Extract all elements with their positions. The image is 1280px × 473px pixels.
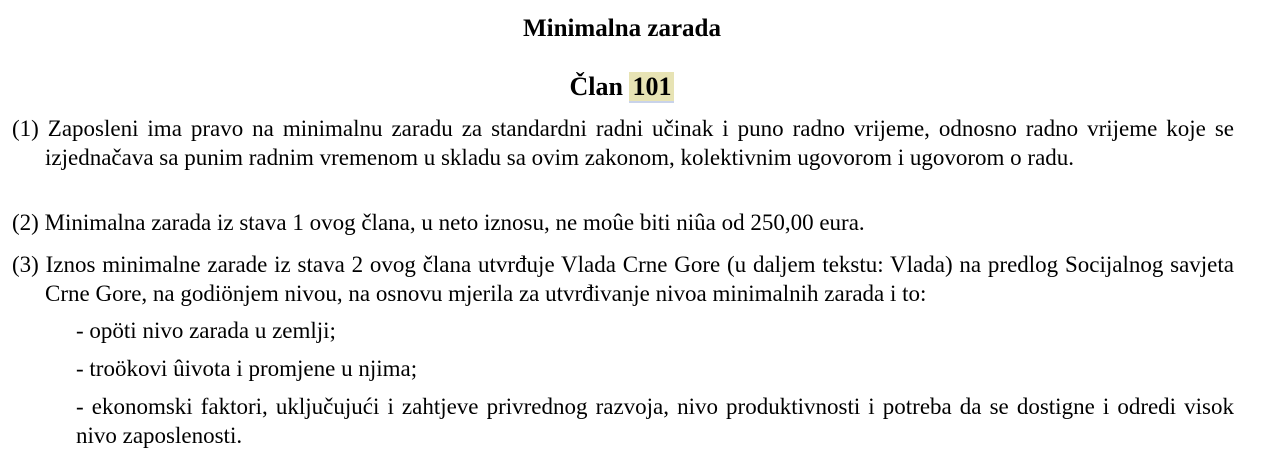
article-number-highlight: 101 — [629, 72, 674, 103]
paragraph-1: (1) Zaposleni ima pravo na minimalnu zaradu za standardni radni učinak i puno radno vrijeme, odnosno radno vrijeme koje se izjednačava sa punim radnim vremenom u skladu sa ovim zakonom, kolektivnim ugovorom i ugovorom o radu. — [12, 116, 1234, 170]
section-title: Minimalna zarada — [523, 15, 721, 42]
paragraph-2: (2) Minimalna zarada iz stava 1 ovog člana, u neto iznosu, ne moûe biti niûa od 250,00 eura. — [12, 210, 865, 235]
list-item: - troökovi ûivota i promjene u njima; — [76, 356, 418, 381]
article-prefix: Član — [569, 72, 623, 101]
paragraph-3: (3) Iznos minimalne zarade iz stava 2 ovog člana utvrđuje Vlada Crne Gore (u daljem tekstu: Vlada) na predlog Socijalnog savjeta Crne Gore, na godiönjem nivou, na osnovu mjerila za utvrđivanje nivoa minimalnih zarada i to: — [12, 252, 1234, 306]
list-item: - ekonomski faktori, uključujući i zahtjeve privrednog razvoja, nivo produktivnosti i potreba da se dostigne i odredi visok nivo zaposlenosti. — [76, 394, 1234, 448]
list-item: - opöti nivo zarada u zemlji; — [76, 318, 336, 343]
article-heading — [0, 72, 1244, 102]
